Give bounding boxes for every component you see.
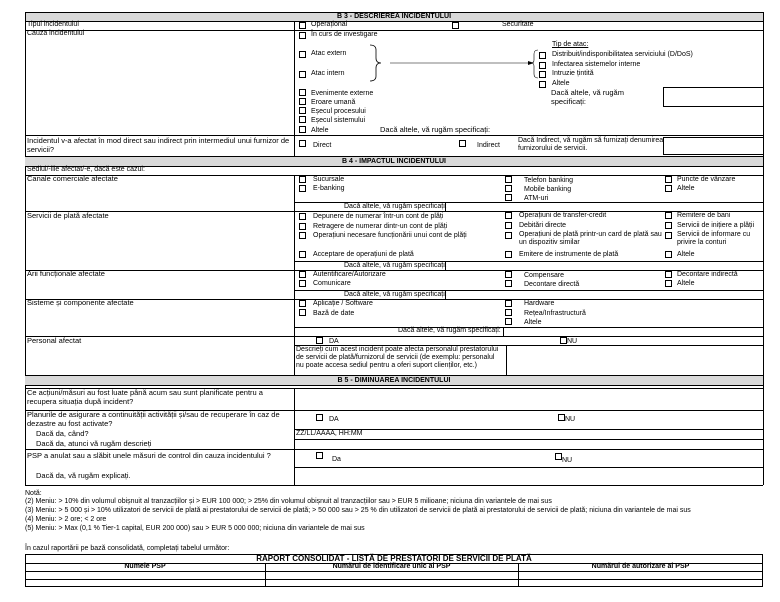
sisteme-specificati-input[interactable]: [504, 328, 762, 336]
planuri-descriere-input[interactable]: [295, 440, 762, 448]
personal-nu-label: NU: [567, 338, 578, 345]
esec-proces-checkbox[interactable]: [299, 107, 306, 114]
atac-ddos-checkbox[interactable]: [539, 52, 546, 59]
servicii-debitari-label: Debitări directe: [519, 222, 567, 229]
section-header-b4: B 4 - IMPACTUL INCIDENTULUI: [25, 157, 763, 166]
servicii-informare-label: Servicii de informare cu privire la conturi: [677, 231, 751, 247]
daca-da-descrieti-label: Dacă da, atunci vă rugăm descrieți: [36, 439, 152, 448]
psp-da-checkbox[interactable]: [316, 452, 323, 459]
servicii-acceptare-checkbox[interactable]: [299, 251, 306, 258]
atac-intruziune-checkbox[interactable]: [539, 71, 546, 78]
table-row[interactable]: [26, 580, 264, 587]
psp-explicati-label: Dacă da, vă rugăm explicați.: [36, 471, 131, 480]
arii-specificati-input[interactable]: [446, 291, 762, 299]
atac-specificati-line1: Dacă altele, vă rugăm: [551, 88, 624, 97]
canale-altele-label: Altele: [677, 185, 695, 192]
canale-mobile-checkbox[interactable]: [505, 185, 512, 192]
personal-da-label: DA: [329, 338, 339, 345]
servicii-operatiuni-label: Operațiuni necesare funcționării unui cont de plăți: [313, 232, 467, 239]
actiuni-question: Ce acțiuni/măsuri au fost luate până acum sau sunt planificate pentru a recupera situația după incident?: [27, 388, 263, 406]
canale-atm-checkbox[interactable]: [505, 194, 512, 201]
actiuni-input[interactable]: [295, 389, 762, 409]
sediul-label: Sediul/-iile afectat/-e, dacă este cazul:: [27, 166, 145, 173]
direct-checkbox[interactable]: [299, 140, 306, 147]
sisteme-baza-date-checkbox[interactable]: [299, 309, 306, 316]
arii-altele-label: Altele: [677, 280, 695, 287]
canale-pos-label: Puncte de vânzare: [677, 176, 736, 183]
servicii-altele-checkbox[interactable]: [665, 251, 672, 258]
indirect-note: Dacă Indirect, vă rugăm să furnizați denumirea furnizorului de servicii.: [518, 137, 664, 153]
servicii-emitere-checkbox[interactable]: [505, 251, 512, 258]
servicii-debitari-checkbox[interactable]: [505, 222, 512, 229]
esec-sistem-checkbox[interactable]: [299, 116, 306, 123]
date-format-input[interactable]: ZZ/LL/AAAA, HH:MM: [296, 430, 363, 437]
canale-label: Canale comerciale afectate: [27, 174, 118, 183]
planuri-question: Planurile de asigurare a continuității activității și/sau de recuperare în caz de dezastre au fost activate?: [27, 410, 280, 428]
cauza-altele-checkbox[interactable]: [299, 126, 306, 133]
atac-extern-label: Atac extern: [311, 50, 347, 57]
tip-operational-label: Operațional: [311, 21, 348, 28]
indirect-checkbox[interactable]: [459, 140, 466, 147]
planuri-nu-label: NU: [565, 416, 576, 423]
direct-label: Direct: [313, 142, 332, 149]
tip-securitate-label: Securitate: [502, 21, 534, 28]
esec-proces-label: Eșecul procesului: [311, 108, 366, 115]
servicii-depunere-label: Depunere de numerar într-un cont de plăți: [313, 213, 444, 220]
arii-comunicare-checkbox[interactable]: [299, 280, 306, 287]
ev-externe-label: Evenimente externe: [311, 90, 374, 97]
daca-da-cand-label: Dacă da, când?: [36, 429, 89, 438]
sisteme-retea-checkbox[interactable]: [505, 309, 512, 316]
arii-label: Arii funcționale afectate: [27, 269, 105, 278]
sisteme-baza-date-label: Bază de date: [313, 310, 355, 317]
tip-atac-label: Tip de atac:: [552, 41, 589, 48]
arii-comunicare-label: Comunicare: [313, 280, 351, 287]
planuri-da-label: DA: [329, 416, 339, 423]
servicii-remitere-checkbox[interactable]: [665, 212, 672, 219]
sisteme-retea-label: Rețea/Infrastructură: [524, 310, 586, 317]
canale-ebanking-label: E-banking: [313, 185, 345, 192]
personal-label: Personal afectat: [27, 336, 82, 345]
arii-compensare-label: Compensare: [524, 272, 565, 279]
canale-sucursale-checkbox[interactable]: [299, 176, 306, 183]
psp-nu-checkbox[interactable]: [555, 453, 562, 460]
canale-ebanking-checkbox[interactable]: [299, 185, 306, 192]
canale-specificati-input[interactable]: [446, 203, 762, 211]
cauza-altele-label: Altele: [311, 127, 329, 134]
atac-intern-label: Atac intern: [311, 70, 345, 77]
canale-sucursale-label: Sucursale: [313, 176, 345, 183]
atac-specificati-line2: specificați:: [551, 97, 587, 106]
consolidat-title: RAPORT CONSOLIDAT - LISTĂ DE PRESTATORI DE SERVICII DE PLATĂ: [256, 554, 532, 563]
sisteme-hardware-checkbox[interactable]: [505, 300, 512, 307]
atac-infectare-checkbox[interactable]: [539, 62, 546, 69]
servicii-initiere-checkbox[interactable]: [665, 222, 672, 229]
sisteme-label: Sisteme și componente afectate: [27, 298, 134, 307]
servicii-initiere-label: Servicii de inițiere a plății: [677, 222, 755, 229]
psp-explicati-input[interactable]: [295, 468, 762, 484]
servicii-specificati-label: Dacă altele, vă rugăm specificați:: [344, 262, 447, 269]
brace-arrow-icon: [360, 44, 540, 84]
atac-intruziune-label: Intruzie țintită: [552, 70, 594, 77]
servicii-informare-checkbox[interactable]: [665, 232, 672, 239]
atac-specificati-input[interactable]: [663, 87, 764, 107]
servicii-retragere-label: Retragere de numerar dintr-un cont de plăți: [313, 223, 448, 230]
atac-ddos-label: Distribuit/indisponibilitatea serviciului (D/DoS): [552, 51, 693, 58]
arii-decontare-indirecta-checkbox[interactable]: [665, 271, 672, 278]
psp-da-label: Da: [332, 456, 341, 463]
atac-extern-checkbox[interactable]: [299, 51, 306, 58]
sisteme-altele-checkbox[interactable]: [505, 318, 512, 325]
note-line: (5) Meniu: > Max (0,1 % Tier-1 capital, EUR 200 000) sau > EUR 5 000 000; niciuna din variantele de mai sus: [25, 525, 365, 532]
ev-externe-checkbox[interactable]: [299, 89, 306, 96]
note-line: (4) Meniu: > 2 ore; < 2 ore: [25, 516, 107, 523]
personal-description-input[interactable]: [507, 346, 762, 375]
canale-telefon-checkbox[interactable]: [505, 176, 512, 183]
sisteme-specificati-label: Dacă altele, vă rugăm specificați:: [398, 327, 501, 334]
canale-atm-label: ATM-uri: [524, 195, 549, 202]
arii-decontare-directa-label: Decontare directă: [524, 281, 580, 288]
table-row[interactable]: [26, 572, 264, 579]
indirect-label: Indirect: [477, 142, 500, 149]
personal-nu-checkbox[interactable]: [560, 337, 567, 344]
canale-pos-checkbox[interactable]: [665, 176, 672, 183]
note-line: (3) Meniu: > 5 000 și > 10% utilizatori de servicii de plată ai prestatorului de servicii de plată; > 50 000 sau > 25 % din utilizatori de servicii de plată ai prestatorului de servicii de plată; niciuna din variantele de mai sus: [25, 507, 691, 514]
psp-nu-label: NU: [562, 457, 573, 464]
servicii-acceptare-label: Acceptare de operațiuni de plată: [313, 251, 414, 258]
personal-da-checkbox[interactable]: [316, 337, 323, 344]
cauza-investigare-label: În curs de investigare: [311, 31, 378, 38]
servicii-remitere-label: Remitere de bani: [677, 212, 731, 219]
col-numar-identificare: Numărul de identificare unic al PSP: [332, 563, 451, 570]
planuri-nu-checkbox[interactable]: [558, 414, 565, 421]
servicii-label: Servicii de plată afectate: [27, 211, 109, 220]
atac-altele-label: Altele: [552, 80, 570, 87]
personal-description: Descrieți cum acest incident poate afecta personalul prestatorului de servicii de plată/furnizorul de servicii (de exemplu: personalul nu poate accesa sediul pentru a oferi suport clienților, etc.): [296, 346, 499, 370]
atac-altele-checkbox[interactable]: [539, 81, 546, 88]
eroare-umana-label: Eroare umană: [311, 99, 356, 106]
servicii-retragere-checkbox[interactable]: [299, 223, 306, 230]
col-numele-psp: Numele PSP: [124, 563, 166, 570]
cauza-incident-label: Cauza incidentului: [27, 30, 85, 37]
canale-altele-checkbox[interactable]: [665, 185, 672, 192]
servicii-depunere-checkbox[interactable]: [299, 213, 306, 220]
servicii-transfer-checkbox[interactable]: [505, 212, 512, 219]
tip-securitate-checkbox[interactable]: [452, 22, 459, 29]
servicii-operatiuni-checkbox[interactable]: [299, 232, 306, 239]
note-line: (2) Meniu: > 10% din volumul obișnuit al tranzacțiilor și > EUR 100 000; > 25% din volumul obișnuit al tranzacțiilor sau > EUR 5 milioane; niciuna din variantele de mai sus: [25, 498, 552, 505]
arii-specificati-label: Dacă altele, vă rugăm specificați:: [344, 291, 447, 298]
arii-autentificare-label: Autentificare/Autorizare: [313, 271, 386, 278]
cauza-investigare-checkbox[interactable]: [299, 32, 306, 39]
eroare-umana-checkbox[interactable]: [299, 98, 306, 105]
servicii-card-label: Operațiuni de plată printr-un card de plată sau un dispozitiv similar: [519, 231, 662, 247]
servicii-specificati-input[interactable]: [446, 262, 762, 270]
arii-compensare-checkbox[interactable]: [505, 271, 512, 278]
furnizor-question: Incidentul v-a afectat în mod direct sau indirect prin intermediul unui furnizor de servicii?: [27, 136, 290, 154]
atac-intern-checkbox[interactable]: [299, 71, 306, 78]
servicii-card-checkbox[interactable]: [505, 232, 512, 239]
arii-decontare-indirecta-label: Decontare indirectă: [677, 271, 738, 278]
section-header-b3: B 3 - DESCRIEREA INCIDENTULUI: [25, 12, 763, 21]
servicii-altele-label: Altele: [677, 251, 695, 258]
section-header-b5: B 5 - DIMINUAREA INCIDENTULUI: [25, 376, 763, 385]
arii-autentificare-checkbox[interactable]: [299, 271, 306, 278]
arii-decontare-directa-checkbox[interactable]: [505, 280, 512, 287]
sisteme-aplicatie-label: Aplicație / Software: [313, 300, 373, 307]
atac-infectare-label: Infectarea sistemelor interne: [552, 61, 641, 68]
arii-altele-checkbox[interactable]: [665, 280, 672, 287]
cauza-altele-specificati: Dacă altele, vă rugăm specificați:: [380, 125, 491, 134]
canale-mobile-label: Mobile banking: [524, 186, 572, 193]
sisteme-aplicatie-checkbox[interactable]: [299, 300, 306, 307]
furnizor-name-input[interactable]: [663, 137, 764, 155]
esec-sistem-label: Eșecul sistemului: [311, 117, 366, 124]
canale-telefon-label: Telefon banking: [524, 177, 574, 184]
col-numar-autorizare: Numărul de autorizare al PSP: [591, 563, 690, 570]
notes-title: Notă:: [25, 490, 42, 497]
servicii-emitere-label: Emitere de instrumente de plată: [519, 251, 619, 258]
tip-incident-label: Tipul incidentului: [27, 21, 79, 28]
tip-operational-checkbox[interactable]: [299, 22, 306, 29]
planuri-da-checkbox[interactable]: [316, 414, 323, 421]
sisteme-altele-label: Altele: [524, 319, 542, 326]
servicii-transfer-label: Operațiuni de transfer-credit: [519, 212, 607, 219]
sisteme-hardware-label: Hardware: [524, 300, 555, 307]
consolidat-intro: În cazul raportării pe bază consolidată, completați tabelul următor:: [25, 545, 230, 552]
psp-question: PSP a anulat sau a slăbit unele măsuri de control din cauza incidentului ?: [27, 451, 271, 460]
canale-specificati-label: Dacă altele, vă rugăm specificați:: [344, 203, 447, 210]
